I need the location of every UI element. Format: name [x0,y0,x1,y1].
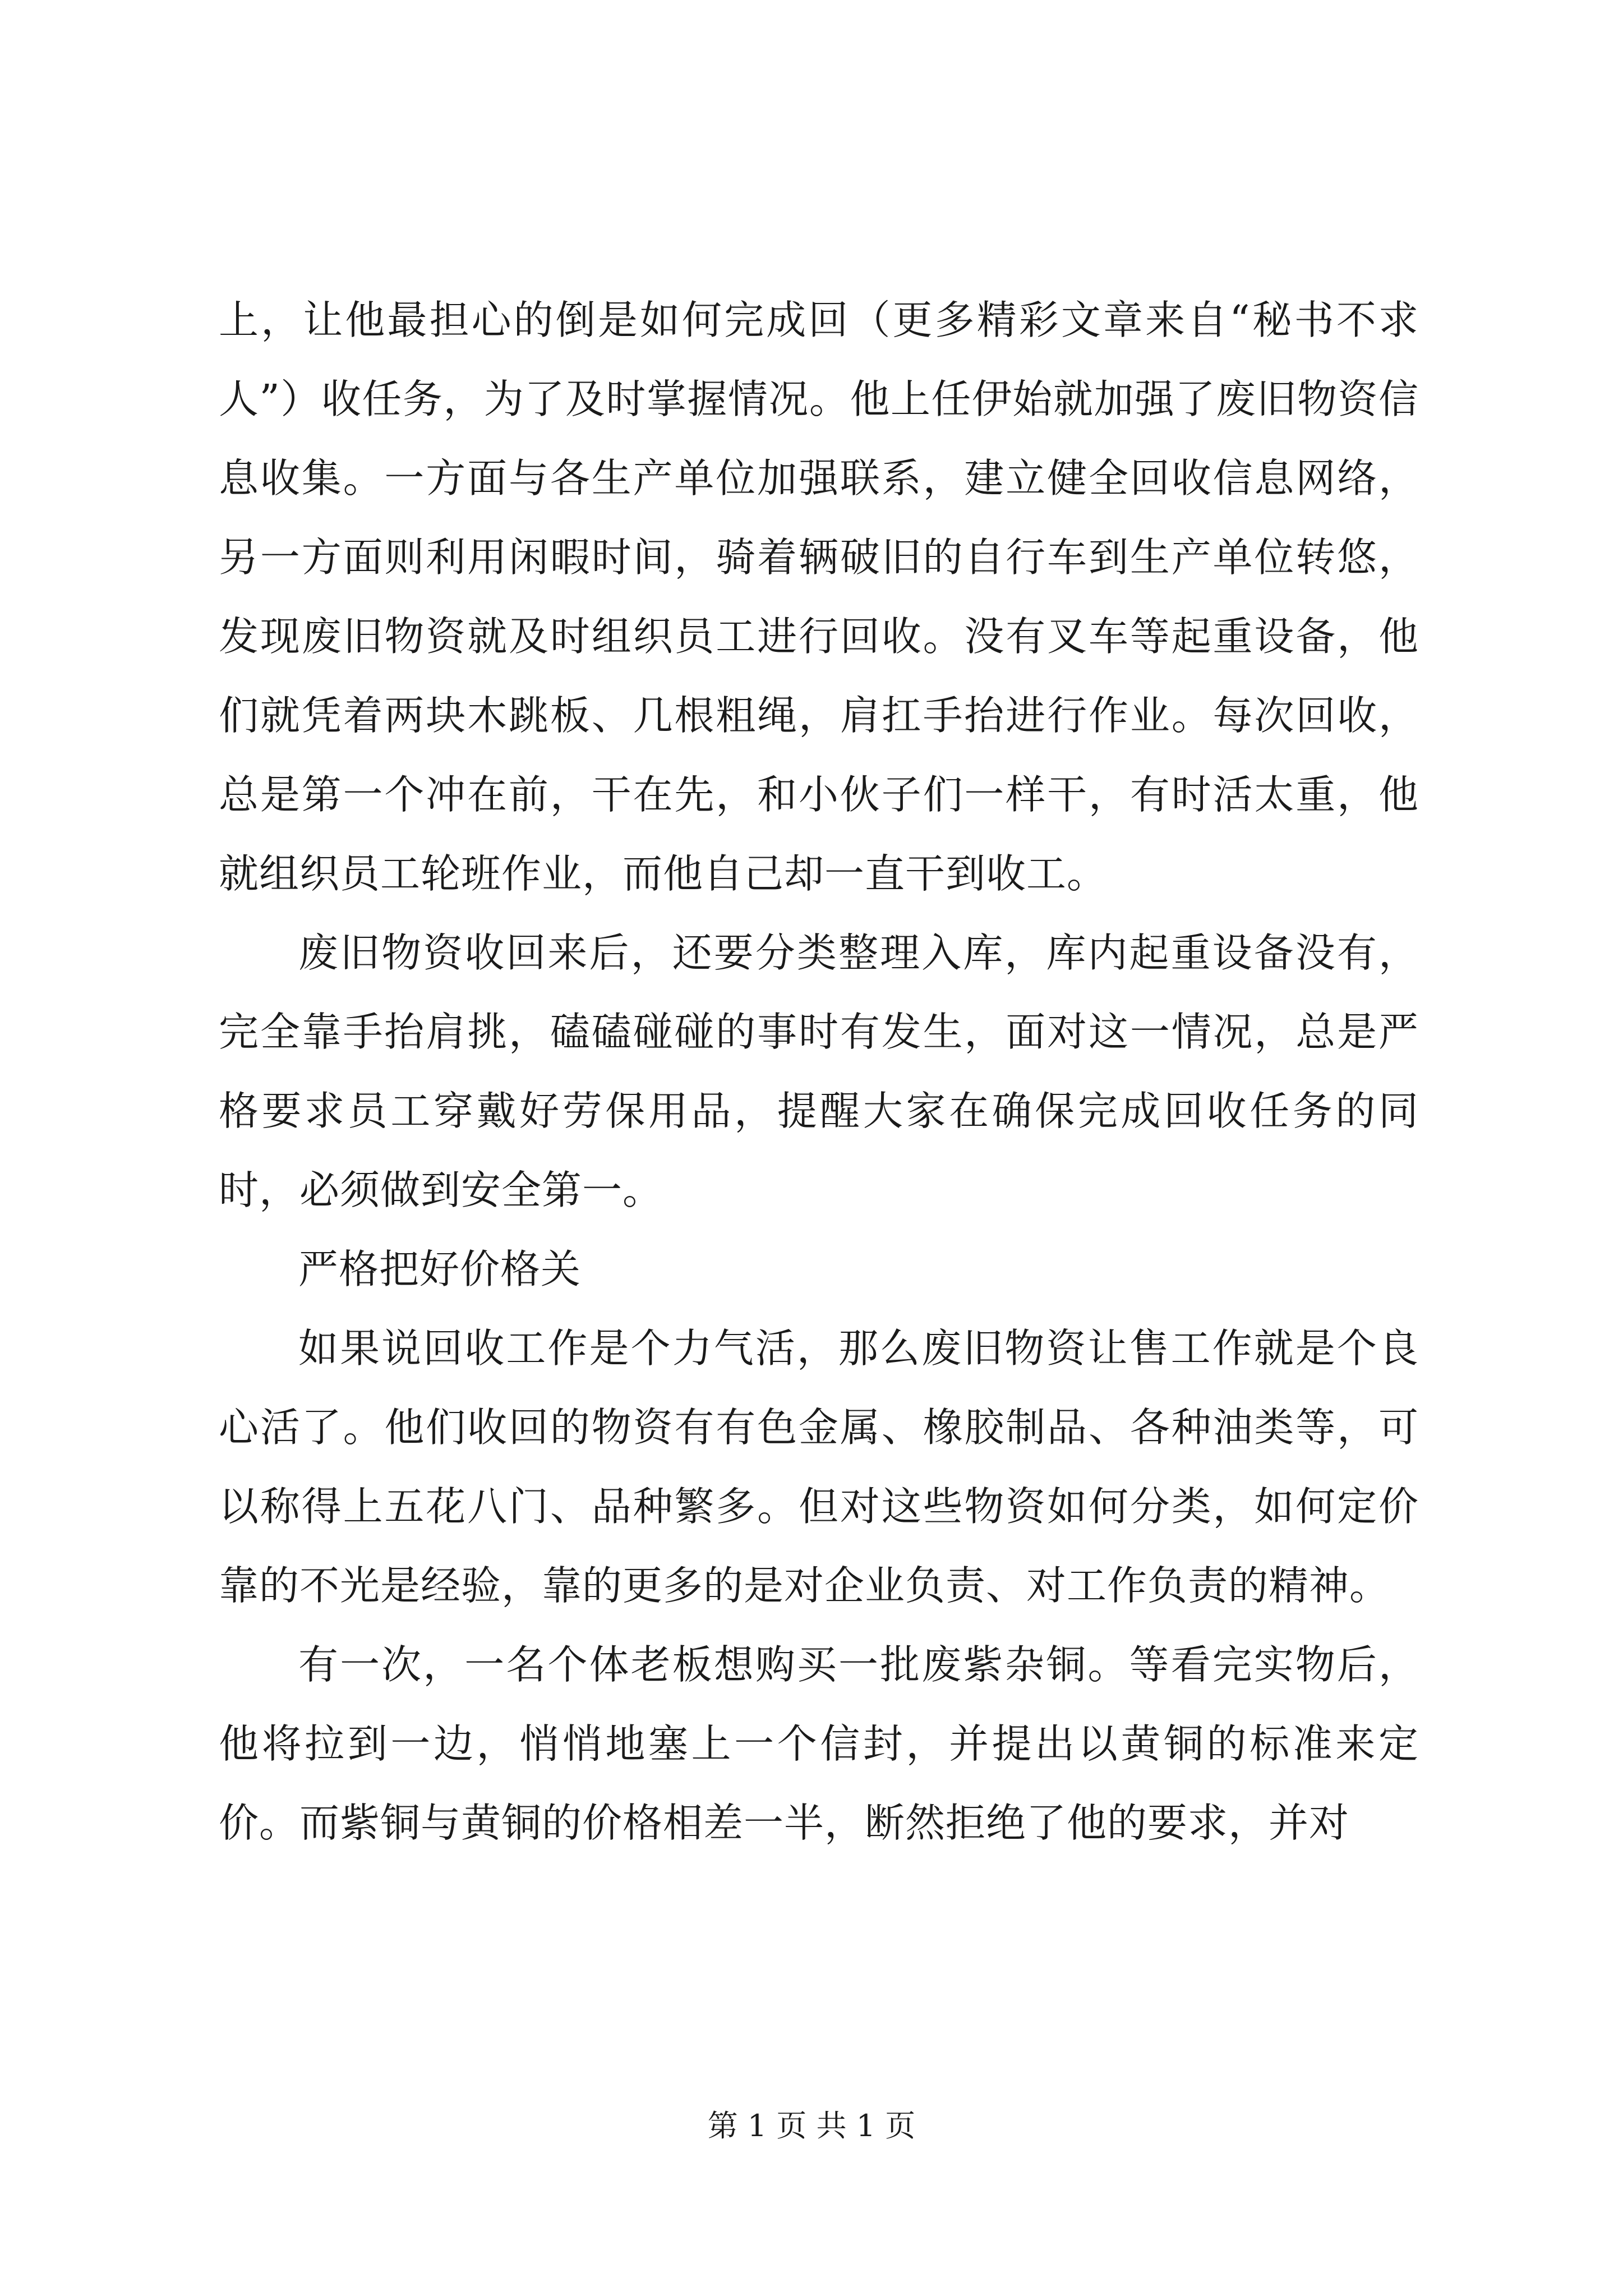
section-heading-price: 严格把好价格关 [298,1246,582,1292]
paragraph-warehouse: 废旧物资收回来后，还要分类整理入库，库内起重设备没有，完全靠手抬肩挑，磕磕碰碰的事时有发生，面对这一情况，总是严格要求员工穿戴好劳保用品，提醒大家在确保完成回收任务的同时，必须做到安全第一。 [219,930,1419,1213]
paragraph-continuation: 上，让他最担心的倒是如何完成回（更多精彩文章来自“秘书不求人”）收任务，为了及时掌握情况。他上任伊始就加强了废旧物资信息收集。一方面与各生产单位加强联系，建立健全回收信息网络，另一方面则利用闲暇时间，骑着辆破旧的自行车到生产单位转悠，发现废旧物资就及时组织员工进行回收。没有叉车等起重设备，他们就凭着两块木跳板、几根粗绳，肩扛手抬进行作业。每次回收，总是第一个冲在前，干在先，和小伙子们一样干，有时活太重，他就组织员工轮班作业，而他自己却一直干到收工。 [219,297,1419,897]
document-body [219,280,1419,1862]
page-number-footer: 第 1 页 共 1 页 [707,2108,916,2143]
paragraph-bribe-story: 有一次，一名个体老板想购买一批废紫杂铜。等看完实物后，他将拉到一边，悄悄地塞上一个信封，并提出以黄铜的标准来定价。而紫铜与黄铜的价格相差一半，断然拒绝了他的要求，并对 [219,1641,1419,1846]
paragraph-sales: 如果说回收工作是个力气活，那么废旧物资让售工作就是个良心活了。他们收回的物资有有色金属、橡胶制品、各种油类等，可以称得上五花八门、品种繁多。但对这些物资如何分类，如何定价靠的不光是经验，靠的更多的是对企业负责、对工作负责的精神。 [219,1325,1419,1609]
